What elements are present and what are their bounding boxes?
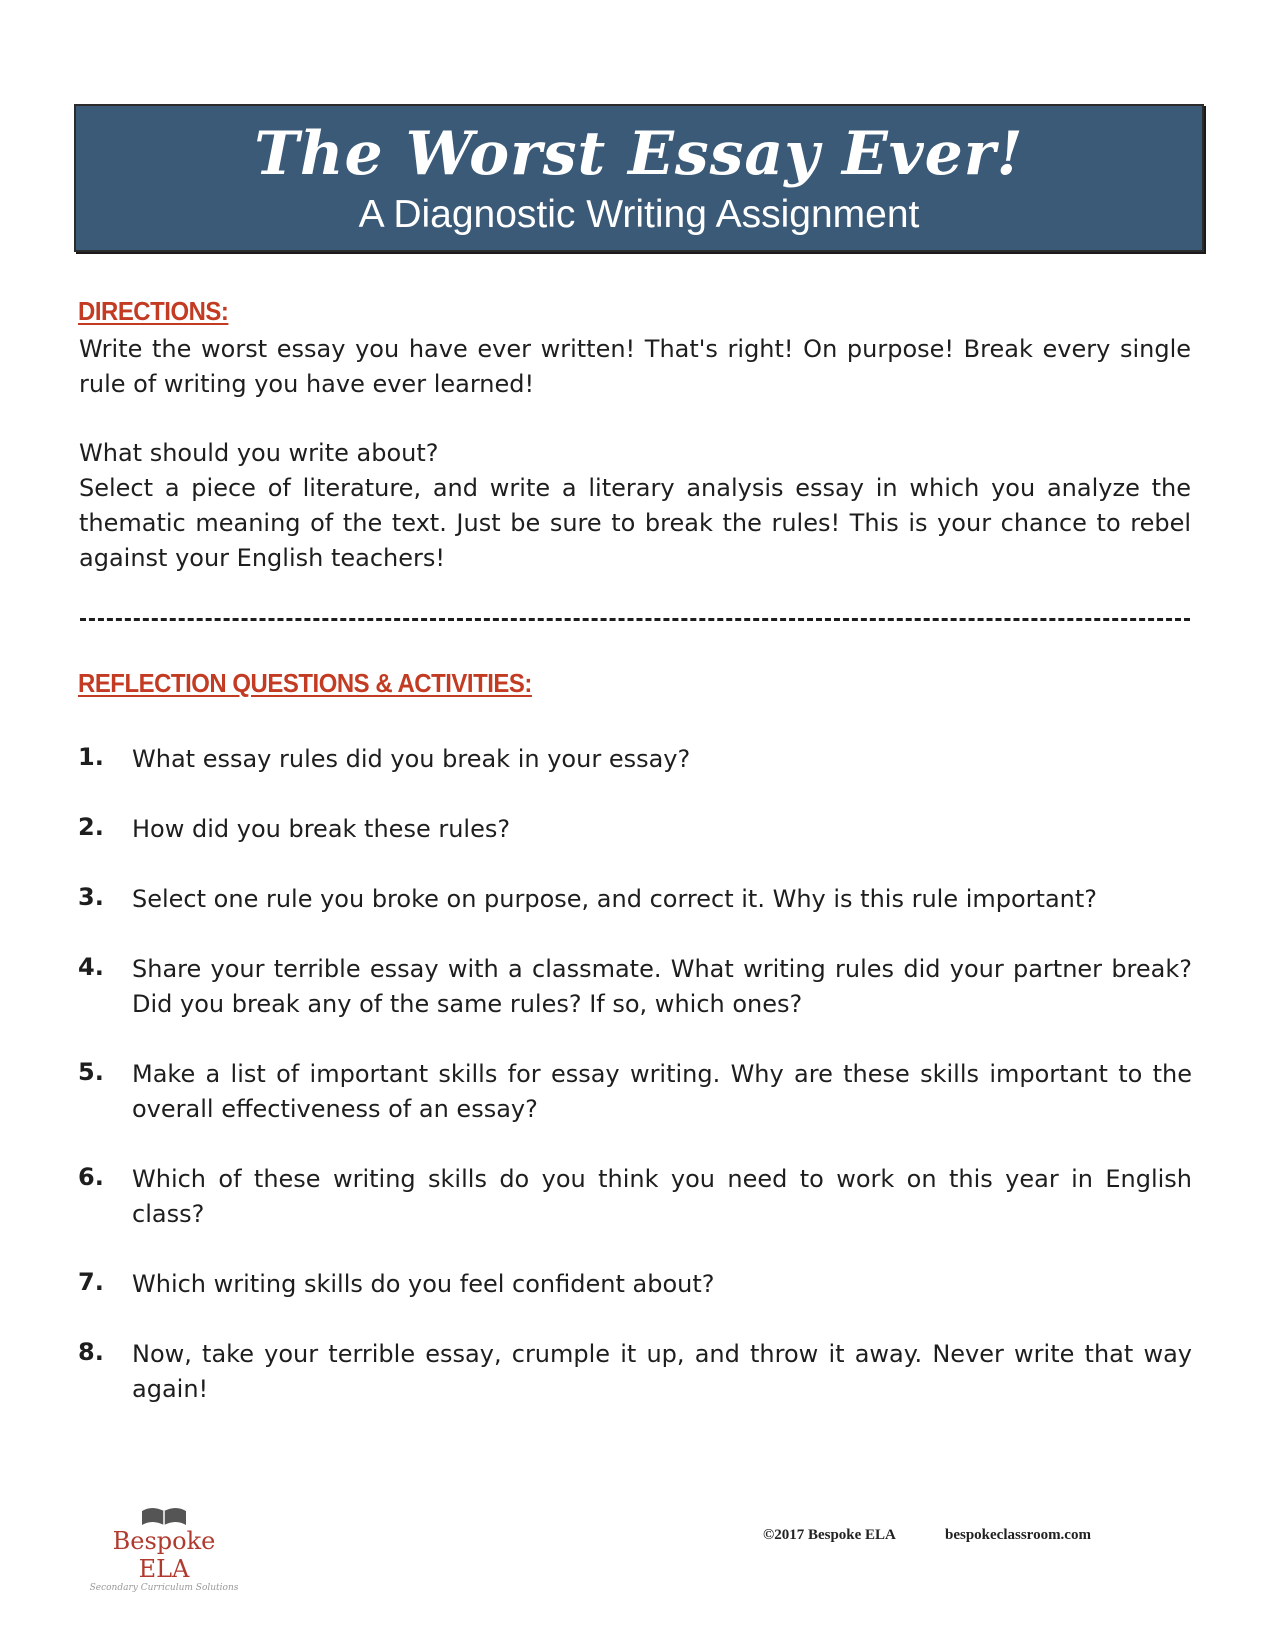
section-divider <box>80 618 1190 621</box>
bespoke-ela-logo <box>84 1505 244 1593</box>
question-text: Select one rule you broke on purpose, and correct it. Why is this rule important? <box>132 885 1098 913</box>
question-number: 1. <box>78 743 104 771</box>
question-item <box>78 1267 1192 1302</box>
copyright-text: ©2017 Bespoke ELA <box>763 1527 896 1543</box>
question-item <box>78 812 1192 847</box>
directions-heading: DIRECTIONS: <box>78 296 229 326</box>
question-text: How did you break these rules? <box>132 815 511 843</box>
question-number: 8. <box>78 1338 104 1366</box>
page-title: The Worst Essay Ever! <box>254 119 1024 189</box>
page-subtitle: A Diagnostic Writing Assignment <box>358 193 920 236</box>
question-text: Now, take your terrible essay, crumple it up, and throw it away. Never write that way again! <box>132 1340 1192 1403</box>
logo-tagline: Secondary Curriculum Solutions <box>89 1583 239 1593</box>
logo-name: Bespoke ELA <box>112 1527 216 1583</box>
website-link[interactable]: bespokeclassroom.com <box>945 1527 1091 1543</box>
question-text: Which writing skills do you feel confident about? <box>132 1270 715 1298</box>
title-banner <box>74 104 1204 252</box>
question-item <box>78 1162 1192 1232</box>
book-icon <box>140 1505 188 1527</box>
topic-question: What should you write about? <box>79 439 439 467</box>
question-number: 5. <box>78 1058 104 1086</box>
question-item <box>78 742 1192 777</box>
question-item <box>78 1057 1192 1127</box>
question-number: 2. <box>78 813 104 841</box>
question-number: 7. <box>78 1268 104 1296</box>
question-text: Make a list of important skills for essay writing. Why are these skills important to the overall effectiveness of an essay? <box>132 1060 1192 1123</box>
question-text: Share your terrible essay with a classmate. What writing rules did your partner break? Did you break any of the same rules? If so, which ones? <box>132 955 1192 1018</box>
directions-paragraph: Write the worst essay you have ever written! That's right! On purpose! Break every single rule of writing you have ever learned! <box>79 335 1191 398</box>
question-item <box>78 882 1192 917</box>
question-text: What essay rules did you break in your essay? <box>132 745 691 773</box>
question-number: 6. <box>78 1163 104 1191</box>
question-number: 4. <box>78 953 104 981</box>
question-number: 3. <box>78 883 104 911</box>
question-item <box>78 1337 1192 1407</box>
reflection-heading: REFLECTION QUESTIONS & ACTIVITIES: <box>78 668 532 698</box>
question-text: Which of these writing skills do you think you need to work on this year in English class? <box>132 1165 1192 1228</box>
topic-instructions: Select a piece of literature, and write a literary analysis essay in which you analyze the thematic meaning of the text. Just be sure to break the rules! This is your chance to rebel against your English teachers! <box>79 474 1191 572</box>
question-item <box>78 952 1192 1022</box>
